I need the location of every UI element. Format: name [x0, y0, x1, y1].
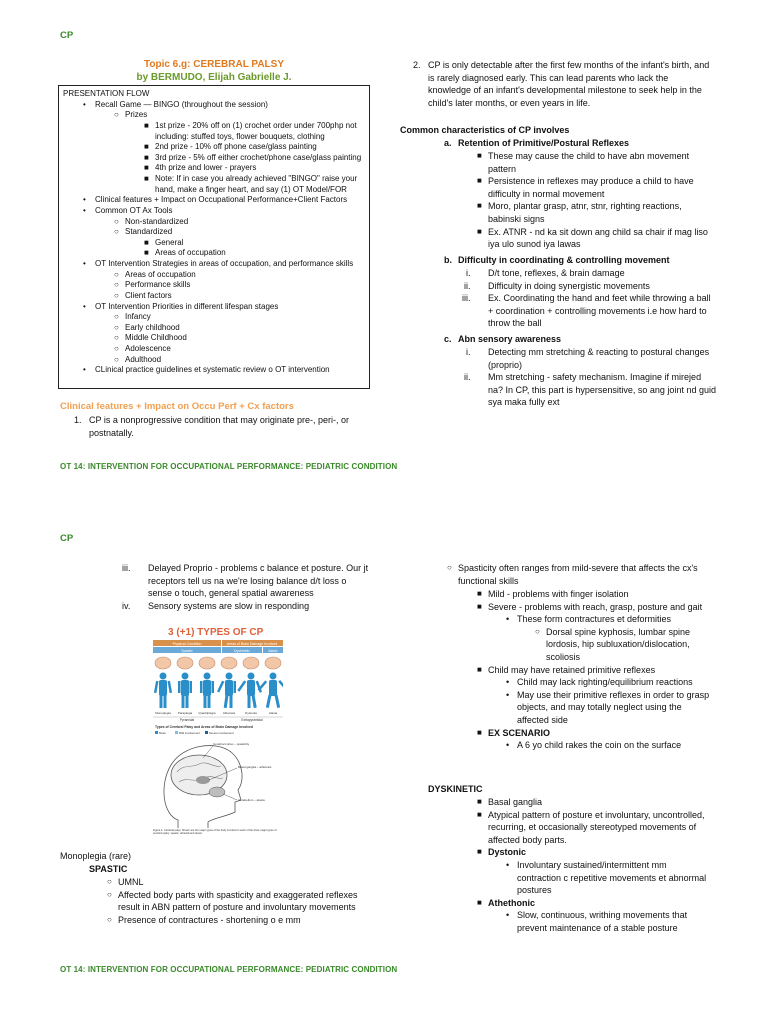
legend-swatch-severe	[205, 731, 208, 734]
fig-note: Figure 1: Cerebral palsy. Shown are the major types of the body involved in each of the three major types of cerebral palsy: spastic, athetoid and ataxic.	[153, 829, 277, 836]
a-bullet-2: Persistence in reflexes may produce a child to have difficulty in normal movement	[488, 176, 694, 199]
c-list	[458, 346, 718, 409]
athethonic-text: Slow, continuous, writhing movements that prevent maintenance of a stable posture	[517, 910, 688, 933]
dyskinetic-heading: DYSKINETIC	[428, 784, 483, 794]
flow-clinical: Clinical features + Impact on Occupational Performance+Client Factors	[95, 195, 348, 205]
spastic-item-3: Presence of contractures - shortening o e mm	[118, 914, 301, 925]
fig-row-label-1: Spastic	[181, 649, 193, 653]
cp-types-figure	[153, 640, 283, 850]
lack-reactions: Child may lack righting/equilibrium reactions	[517, 677, 693, 688]
body-figure-icon	[178, 673, 192, 709]
fig-body-label-3: Quadriplegia	[198, 711, 216, 715]
flow-early: Early childhood	[125, 322, 180, 332]
item-b-letter: b.	[444, 255, 452, 265]
flow-s-areas: Areas of occupation	[125, 269, 196, 279]
fig-group-label-2: Extrapyramidal	[241, 718, 263, 722]
flow-adulthood: Adulthood	[125, 354, 162, 364]
fig-row-label-2: Dyskinetic	[234, 649, 250, 653]
flow-strategies: OT Intervention Strategies in areas of occupation, and performance skills	[95, 259, 354, 268]
flow-nonstd: Non-standardized	[125, 216, 189, 226]
c-item-3: Delayed Proprio - problems c balance et posture. Our jt receptors tell us na we're losing balance d/t loss o sense o touch, general spatial awareness	[148, 563, 369, 599]
flow-recall: Recall Game — BINGO (throughout the session)	[95, 99, 268, 109]
presentation-flow-box: PRESENTATION FLOW • Recall Game — BINGO (throughout the session) ○ Prizes ■ 1st prize - 20% off on (1) crochet order under 700php not including: stuffed toys, flower bouquets, clothing ■ 2nd prize - 10% off phone case/glass painting ■ 3rd prize - 5% off either crochet/phone case/glass painting ■ 4th prize and lower - prayers ■ Note: If in case you already achieved "BINGO" raise your hand, make a finger heart, and say (1) OT Model/FOR • Clinical features + Impact on Occupational Performance+Client Factors • Common OT Ax Tools ○ Non-standardized ○ Standardized ■ General ■ Areas of occupation • OT Intervention Strategies in areas of occupation, and performance skills ○ Areas of occupation ○ Performance skills ○ Client factors • OT Intervention Priorities in different lifespan stages ○ Infancy ○ Early childhood ○ Middle Childhood ○ Adolescence ○ Adulthood • CLinical practice guidelines et systematic review o OT intervention	[58, 85, 370, 389]
b-item-2: Difficulty in doing synergistic movements	[488, 280, 650, 291]
legend-swatch-mild	[175, 731, 178, 734]
c-item-2: Mm stretching - safety mechanism. Imagine if mirejed na? In CP, this part is hypersensitive, so ang joint nd guid sya maka fully ext	[488, 372, 716, 408]
brain-icon	[199, 657, 215, 669]
page2-footer: OT 14: INTERVENTION FOR OCCUPATIONAL PERFORMANCE: PEDIATRIC CONDITION	[60, 965, 398, 974]
b2-num: ii.	[464, 280, 471, 291]
fig-body-label-5: Dystonia	[245, 711, 257, 715]
fig-legend-3: Severe involvement	[209, 730, 234, 735]
brain-icon	[155, 657, 171, 669]
spasticity-range: Spasticity often ranges from mild-severe that affects the cx's functional skills	[458, 563, 698, 586]
c3-num: iii.	[122, 563, 131, 573]
b1-num: i.	[466, 268, 471, 278]
cerebellum	[209, 787, 225, 797]
flow-std: Standardized	[125, 227, 173, 237]
spastic-heading: SPASTIC	[89, 864, 128, 874]
flow-middle: Middle Childhood	[125, 333, 187, 343]
spastic-item-2: Affected body parts with spasticity and exaggerated reflexes result in ABN pattern of posture and involuntary movements	[118, 889, 358, 913]
dyskinetic-item-1: Basal ganglia	[488, 797, 543, 807]
ex-scenario-heading: EX SCENARIO	[488, 727, 551, 738]
fig-legend-2: Mild involvement	[179, 730, 200, 735]
point1-text: CP is a nonprogressive condition that may originate pre-, peri-, or postnatally.	[89, 415, 349, 438]
page2-header: CP	[60, 533, 74, 544]
cp-figure-svg	[153, 640, 283, 850]
athethonic-heading: Athethonic	[488, 897, 535, 908]
a-bullet-3: Moro, plantar grasp, atnr, stnr, righting reactions, babinski signs	[488, 201, 682, 224]
brain-icon	[243, 657, 259, 669]
b-item-3: Ex. Coordinating the hand and feet while throwing a ball + coordination + controlling movements i.e how hard to throw the ball	[488, 293, 711, 329]
brain-icon	[221, 657, 237, 669]
fig-body-label-4: Athetosis	[222, 711, 236, 715]
flow-adolescence: Adolescence	[125, 344, 171, 353]
item-a-letter: a.	[444, 138, 452, 148]
brain-icon	[177, 657, 193, 669]
c-item-1: Detecting mm stretching & reacting to postural changes (proprio)	[488, 347, 710, 370]
c1-num: i.	[466, 347, 471, 357]
point1-num: 1.	[74, 415, 82, 425]
flow-infancy: Infancy	[125, 312, 151, 322]
c-item-4: Sensory systems are slow in responding	[148, 600, 310, 611]
spastic-item-1: UMNL	[118, 877, 144, 887]
brain-label-basal: Basal ganglia – athetosis	[238, 765, 272, 769]
contracture-text: These form contractures et deformities	[517, 614, 672, 625]
types-title: 3 (+1) TYPES OF CP	[168, 627, 264, 638]
spasticity-severe: Severe - problems with reach, grasp, posture and gait	[488, 601, 703, 612]
retained-reflexes: Child may have retained primitive reflexes	[488, 664, 656, 675]
fig-row-label-3: Ataxic	[268, 649, 278, 653]
monoplegia-text: Monoplegia (rare)	[60, 851, 132, 861]
fig-legend-1: Motor	[159, 730, 167, 735]
spasticity-mild: Mild - problems with finger isolation	[488, 589, 629, 599]
flow-prize-3: 3rd prize - 5% off either crochet/phone case/glass painting	[155, 152, 362, 162]
brain-label-cerebellum: Cerebellum – ataxia	[238, 798, 265, 802]
c2-num: ii.	[464, 372, 471, 383]
body-figure-icon	[154, 673, 172, 709]
c4-num: iv.	[122, 600, 131, 611]
flow-prizes: Prizes	[125, 110, 148, 120]
flow-prize-2: 2nd prize - 10% off phone case/glass painting	[155, 142, 317, 152]
fig-top-label-2: Areas of Brain Damage Involved	[226, 642, 278, 646]
flow-prize-4: 4th prize and lower - prayers	[155, 163, 257, 173]
flow-note: Note: If in case you already achieved "BINGO" raise your hand, make a finger heart, and say (1) OT Model/FOR	[155, 174, 358, 194]
dystonic-text: Involuntary sustained/intermittent mm contraction c repetitive movements et abnormal postures	[517, 859, 707, 896]
fig-group-label-1: Pyramidal	[179, 718, 195, 722]
p2-left-list	[122, 562, 372, 612]
body-figure-icon	[237, 673, 262, 709]
legend-swatch-motor	[155, 731, 158, 734]
fig-body-label-1: Monoplegia	[155, 711, 171, 715]
item-a-title: Retention of Primitive/Postural Reflexes	[458, 138, 630, 148]
flow-s-perf: Performance skills	[125, 280, 191, 290]
point2-num: 2.	[413, 60, 421, 70]
document-title: Topic 6.g: CEREBRAL PALSY	[143, 59, 284, 70]
page1-header: CP	[60, 30, 74, 41]
fig-caption: Types of Cerebral Palsy and Areas of Brain Damage Involved	[155, 725, 253, 729]
common-heading: Common characteristics of CP involves	[400, 125, 570, 135]
brain-icon	[265, 657, 281, 669]
dyskinetic-item-2: Atypical pattern of posture et involuntary, uncontrolled, recurring, et occasionally stereotyped movements of affected body parts.	[488, 809, 705, 845]
clinical-heading: Clinical features + Impact on Occu Perf + Cx factors	[60, 401, 294, 412]
page1-footer: OT 14: INTERVENTION FOR OCCUPATIONAL PERFORMANCE: PEDIATRIC CONDITION	[60, 462, 398, 471]
use-primitive-reflexes: May use their primitive reflexes in order to grasp objects, and may totally neglect using the affected side	[517, 689, 710, 725]
fig-body-label-6: Ataxia	[268, 711, 278, 715]
ex-scenario-text: A 6 yo child rakes the coin on the surface	[517, 740, 682, 751]
flow-heading: PRESENTATION FLOW	[63, 89, 150, 98]
flow-prize-1: 1st prize - 20% off on (1) crochet order under 700php not including: stuffed toys, flower bouquets, clothing	[155, 120, 357, 141]
flow-general: General	[155, 237, 184, 247]
fig-top-label-1: Physical Condition	[172, 642, 202, 646]
flow-s-client: Client factors	[125, 290, 172, 300]
flow-priorities: OT Intervention Priorities in different lifespan stages	[95, 301, 279, 311]
document-author: by BERMUDO, Elijah Gabrielle J.	[136, 72, 292, 83]
b-list	[458, 267, 718, 330]
body-figure-icon	[200, 673, 214, 709]
b3-num: iii.	[462, 293, 471, 304]
flow-areas: Areas of occupation	[155, 248, 226, 258]
item-c-title: Abn sensory awareness	[458, 334, 562, 344]
a-bullet-1: These may cause the child to have abn movement pattern	[488, 151, 690, 174]
brain-label-cortex: Cerebral cortex – spasticity	[213, 742, 250, 746]
body-figure-icon	[217, 673, 236, 709]
point2-text: CP is only detectable after the first few months of the infant's birth, and is rarely diagnosed early. This can lead parents who lack the knowledge of an infant's developmental milestone to seek help in the child's later months, or even years in life.	[428, 60, 710, 108]
a-bullet-4: Ex. ATNR - nd ka sit down ang child sa chair if mag liso iya ulo sunod iya lawas	[488, 226, 708, 250]
deformities-text: Dorsal spine kyphosis, lumbar spine lordosis, hip subluxation/dislocation, scoliosis	[546, 626, 691, 662]
b-item-1: D/t tone, reflexes, & brain damage	[488, 268, 625, 278]
flow-ax: Common OT Ax Tools	[95, 205, 173, 215]
basal-ganglia	[196, 776, 210, 784]
item-c-letter: c.	[444, 334, 452, 344]
fig-body-label-2: Paraplegia	[177, 711, 193, 715]
item-b-title: Difficulty in coordinating & controlling movement	[458, 255, 670, 265]
dystonic-heading: Dystonic	[488, 847, 527, 858]
flow-guidelines: CLinical practice guidelines et systematic review o OT intervention	[95, 365, 330, 375]
